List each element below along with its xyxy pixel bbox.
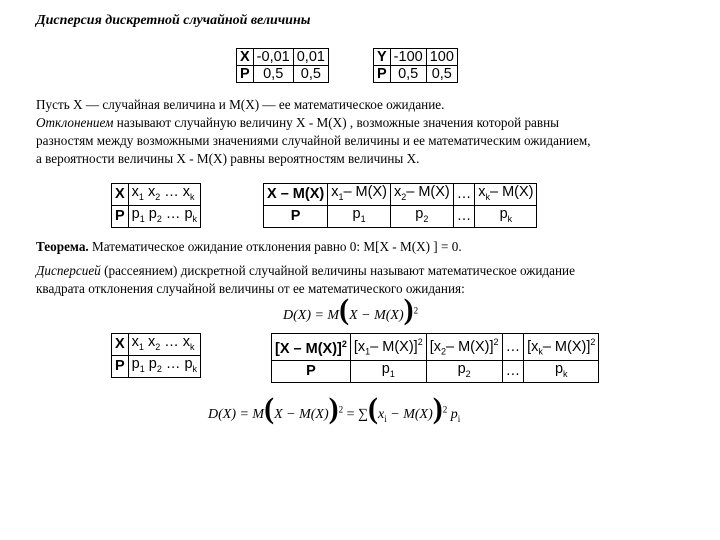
- theorem-label: Теорема.: [36, 239, 89, 254]
- table-cell: -100: [390, 49, 426, 66]
- table-cell: P: [374, 66, 391, 83]
- table-cell: $x_1$ $x_2$ … $x_k$: [128, 334, 200, 356]
- table-row: [264, 205, 537, 227]
- paragraph-line: [36, 262, 575, 280]
- dispersion-sum-formula: $D(X) = M(X - M(X))^2 = \sum(x_i - M(X))^2$ $p_i$: [208, 392, 461, 425]
- table-row: [112, 205, 201, 227]
- table-cell: $p_2$: [426, 360, 502, 382]
- squared-deviation-table: [271, 333, 599, 383]
- distribution-table-xk-2: [111, 333, 201, 378]
- table-row: [264, 184, 537, 206]
- table-cell: X – M(X): [264, 184, 328, 206]
- table-cell: P: [237, 66, 254, 83]
- table-cell: 0,5: [293, 66, 328, 83]
- table-cell: $p_1$: [350, 360, 426, 382]
- paragraph-line: [36, 114, 591, 132]
- table-cell: $p_1$: [328, 205, 391, 227]
- table-cell: X: [237, 49, 254, 66]
- distribution-table-xk: [111, 183, 201, 228]
- table-cell: $x_1$ $x_2$ … $x_k$: [128, 184, 200, 206]
- deviation-table: [263, 183, 537, 228]
- table-cell: X: [112, 184, 129, 206]
- paragraph-text: (рассеянием) дискретной случайной величины называют математическое ожидание: [100, 263, 575, 278]
- table-row: [112, 355, 201, 377]
- table-cell: $p_k$: [475, 205, 537, 227]
- table-cell: 0,5: [426, 66, 457, 83]
- table-cell: $p_1$ $p_2$ … $p_k$: [128, 355, 200, 377]
- table-cell: [$x_k-$ M(X)]$^2$: [524, 334, 599, 361]
- paragraph-line: Пусть X — случайная величина и M(X) — ее математическое ожидание.: [36, 97, 445, 112]
- table-cell: 0,01: [293, 49, 328, 66]
- table-cell: [X – M(X)]$^2$: [272, 334, 351, 361]
- table-cell: [$x_2-$ M(X)]$^2$: [426, 334, 502, 361]
- table-row: [374, 49, 458, 66]
- distribution-table-x: [236, 48, 329, 83]
- table-row: [112, 184, 201, 206]
- table-cell: X: [112, 334, 129, 356]
- table-row: [112, 334, 201, 356]
- table-cell: P: [112, 355, 129, 377]
- table-row: [272, 360, 599, 382]
- dispersion-formula: $D(X) = M(X - M(X))^2$: [283, 293, 419, 326]
- table-row: [374, 66, 458, 83]
- table-row: [237, 66, 329, 83]
- table-cell: $p_k$: [524, 360, 599, 382]
- paragraph-line: а вероятности величины X - M(X) равны вероятностям величины X.: [36, 151, 420, 166]
- paragraph-text: называют случайную величину X - M(X) , возможные значения которой равны: [113, 115, 560, 130]
- distribution-table-y: [373, 48, 458, 83]
- table-cell: P: [264, 205, 328, 227]
- table-cell: P: [272, 360, 351, 382]
- table-cell: …: [453, 184, 475, 206]
- table-cell: $x_k-$ M(X): [475, 184, 537, 206]
- deviation-paragraph: [36, 96, 591, 168]
- table-cell: 100: [426, 49, 457, 66]
- table-cell: -0,01: [253, 49, 293, 66]
- term-deviation: Отклонением: [36, 115, 114, 130]
- table-cell: Y: [374, 49, 391, 66]
- theorem-line: [36, 238, 462, 256]
- table-cell: P: [112, 205, 129, 227]
- paragraph-line: квадрата отклонения случайной величины от ее математического ожидания:: [36, 281, 465, 296]
- dispersion-paragraph: [36, 262, 575, 298]
- table-cell: $x_1-$ M(X): [328, 184, 391, 206]
- table-cell: [$x_1-$ M(X)]$^2$: [350, 334, 426, 361]
- table-row: [272, 334, 599, 361]
- table-cell: …: [502, 334, 524, 361]
- table-cell: 0,5: [253, 66, 293, 83]
- table-cell: …: [502, 360, 524, 382]
- term-dispersion: Дисперсией: [36, 263, 101, 278]
- table-cell: …: [453, 205, 475, 227]
- table-cell: $p_2$: [390, 205, 453, 227]
- page-title: Дисперсия дискретной случайной величины: [36, 13, 311, 28]
- table-cell: $p_1$ $p_2$ … $p_k$: [128, 205, 200, 227]
- theorem-text: Математическое ожидание отклонения равно 0: M[X - M(X) ] = 0.: [88, 239, 462, 254]
- paragraph-line: разностям между возможными значениями случайной величины и ее математическим ожиданием,: [36, 133, 591, 148]
- table-row: [237, 49, 329, 66]
- table-cell: 0,5: [390, 66, 426, 83]
- table-cell: $x_2-$ M(X): [390, 184, 453, 206]
